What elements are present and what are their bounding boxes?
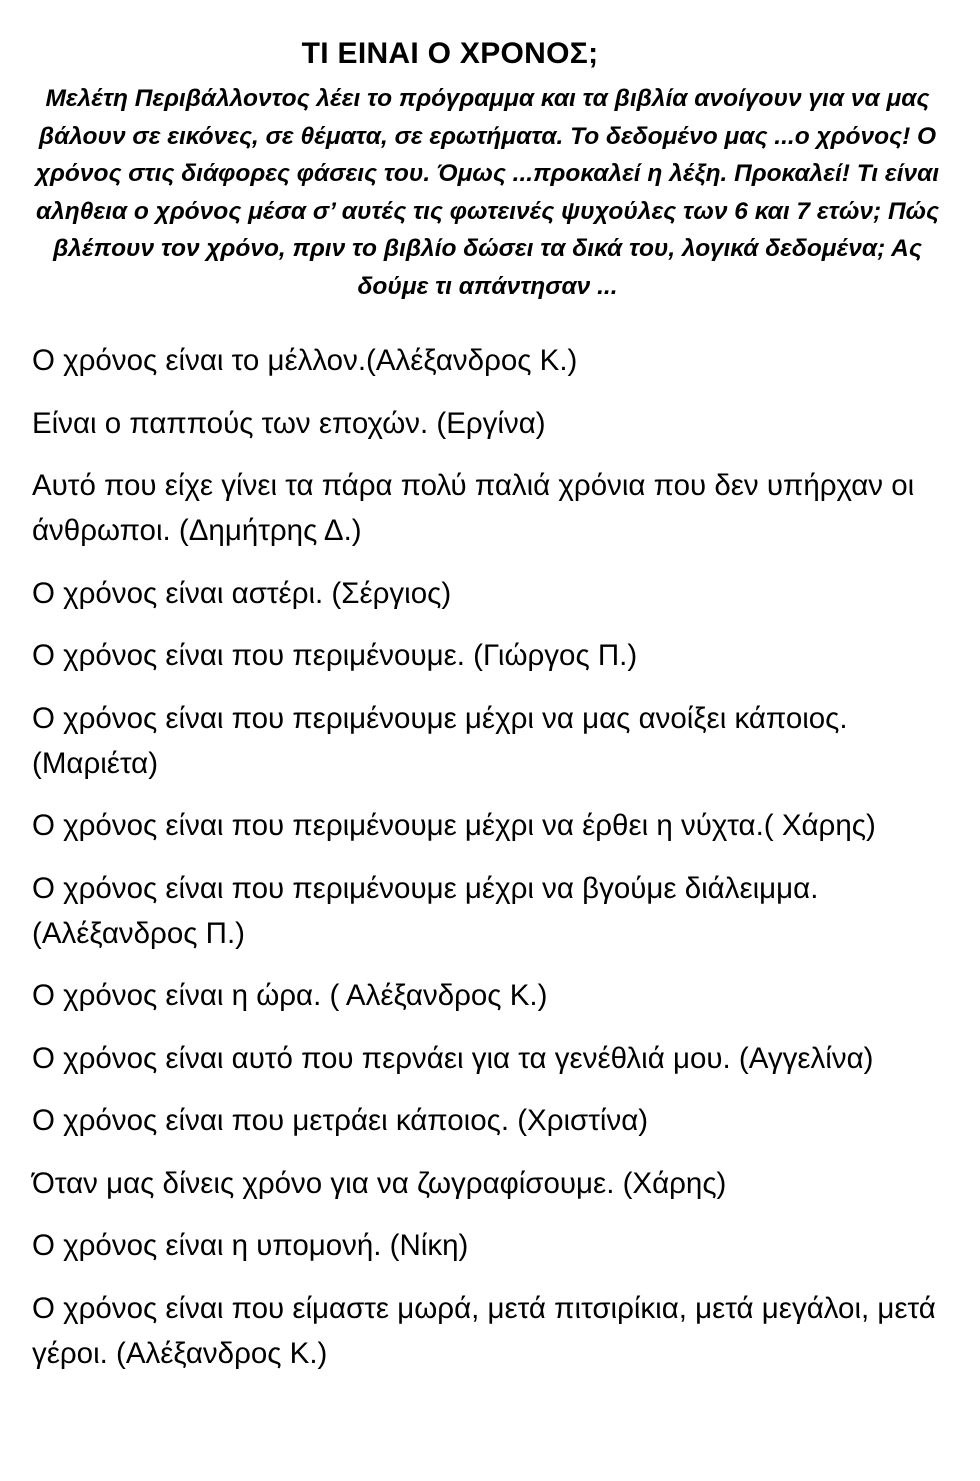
quote-item: Αυτό που είχε γίνει τα πάρα πολύ παλιά χρόνια που δεν υπήρχαν οι άνθρωποι. (Δημήτρης Δ.): [32, 469, 915, 547]
quote-item: Όταν μας δίνεις χρόνο για να ζωγραφίσουμε. (Χάρης): [32, 1166, 727, 1200]
quote-item: Ο χρόνος είναι που περιμένουμε. (Γιώργος Π.): [32, 639, 638, 672]
quote-item: Ο χρόνος είναι που είμαστε μωρά, μετά πιτσιρίκια, μετά μεγάλοι, μετά γέροι. (Αλέξανδρος Κ.): [32, 1291, 936, 1370]
quote-item: Ο χρόνος είναι αυτό που περνάει για τα γενέθλιά μου. (Αγγελίνα): [32, 1041, 874, 1075]
quote-item: Ο χρόνος είναι που περιμένουμε μέχρι να μας ανοίξει κάποιος. (Μαριέτα): [32, 701, 848, 780]
intro-paragraph: Μελέτη Περιβάλλοντος λέει το πρόγραμμα και τα βιβλία ανοίγουν για να μας βάλουν σε εικόνες, σε θέματα, σε ερωτήματα. Το δεδομένο μας ...ο χρόνος! Ο χρόνος στις διάφορες φάσεις του. Όμως ...προκαλεί η λέξη. Προκαλεί! Τι είναι αληθεια ο χρόνος μέσα σ’ αυτές τις φωτεινές ψυχούλες των 6 και 7 ετών; Πώς βλέπουν τον χρόνο, πριν το βιβλίο δώσει τα δικά του, λογικά δεδομένα; Ας δούμε τι απάντησαν ...: [35, 85, 940, 300]
quote-item: Ο χρόνος είναι η ώρα. ( Αλέξανδρος Κ.): [32, 979, 548, 1012]
page-title: ΤΙ ΕΙΝΑΙ Ο ΧΡΟΝΟΣ;: [301, 37, 599, 71]
quote-item: Ο χρόνος είναι που περιμένουμε μέχρι να έρθει η νύχτα.( Χάρης): [32, 809, 876, 842]
quote-item: Ο χρόνος είναι η υπομονή. (Νίκη): [32, 1229, 469, 1262]
quote-item: Ο χρόνος είναι το μέλλον.(Αλέξανδρος Κ.): [32, 344, 578, 377]
quote-list: [32, 338, 950, 1393]
quote-item: Ο χρόνος είναι που μετράει κάποιος. (Χριστίνα): [32, 1104, 649, 1137]
quote-item: Ο χρόνος είναι που περιμένουμε μέχρι να βγούμε διάλειμμα.(Αλέξανδρος Π.): [32, 871, 819, 950]
quote-item: Είναι ο παππούς των εποχών. (Εργίνα): [32, 406, 546, 440]
quote-item: Ο χρόνος είναι αστέρι. (Σέργιος): [32, 576, 452, 610]
